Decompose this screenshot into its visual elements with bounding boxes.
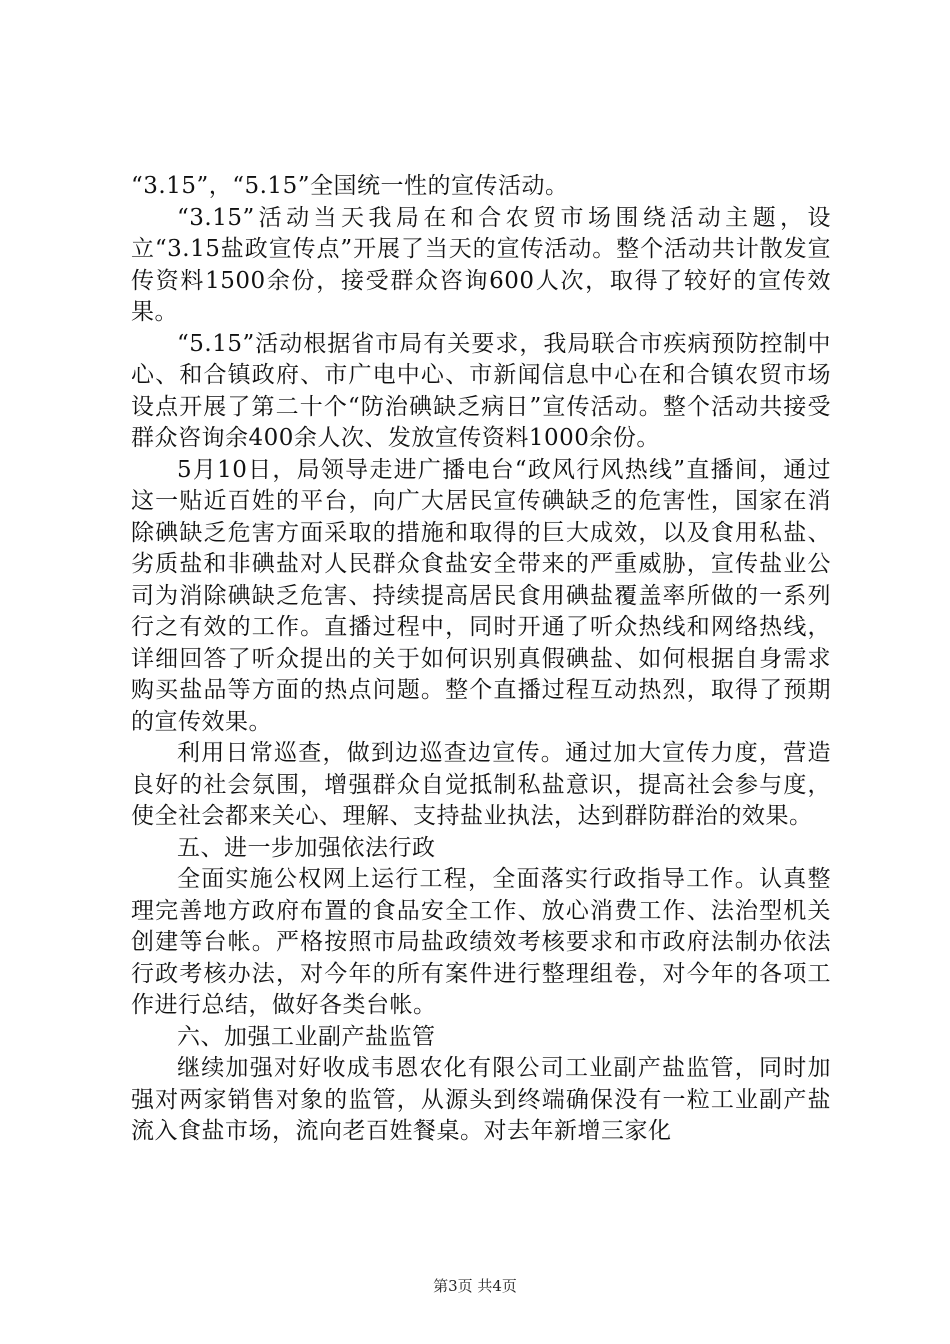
- paragraph-daily-inspection: 利用日常巡查，做到边巡查边宣传。通过加大宣传力度，营造良好的社会氛围，增强群众自觉抵制私盐意识，提高社会参与度，使全社会都来关心、理解、支持盐业执法，达到群防群治的效果。: [131, 740, 831, 829]
- paragraph-continuation: “3.15”，“5.15”全国统一性的宣传活动。: [131, 173, 569, 199]
- paragraph-515-activity: “5.15”活动根据省市局有关要求，我局联合市疾病预防控制中心、和合镇政府、市广电中心、市新闻信息中心在和合镇农贸市场设点开展了第二十个“防治碘缺乏病日”宣传活动。整个活动共接受群众咨询余400余人次、发放宣传资料1000余份。: [131, 330, 831, 451]
- paragraph-radio-hotline: 5月10日，局领导走进广播电台“政风行风热线”直播间，通过这一贴近百姓的平台，向广大居民宣传碘缺乏的危害性，国家在消除碘缺乏危害方面采取的措施和取得的巨大成效，以及食用私盐、劣质盐和非碘盐对人民群众食盐安全带来的严重威胁，宣传盐业公司为消除碘缺乏危害、持续提高居民食用碘盐覆盖率所做的一系列行之有效的工作。直播过程中，同时开通了听众热线和网络热线，详细回答了听众提出的关于如何识别真假碘盐、如何根据自身需求购买盐品等方面的热点问题。整个直播过程互动热烈，取得了预期的宣传效果。: [131, 456, 831, 735]
- section-heading-5: 五、进一步加强依法行政: [177, 834, 436, 861]
- page-number-footer: 第3页 共4页: [433, 1277, 517, 1295]
- paragraph-315-activity: “3.15”活动当天我局在和合农贸市场围绕活动主题，设立“3.15盐政宣传点”开展了当天的宣传活动。整个活动共计散发宣传资料1500余份，接受群众咨询600人次，取得了较好的宣传效果。: [131, 204, 831, 325]
- paragraph-administration: 全面实施公权网上运行工程，全面落实行政指导工作。认真整理完善地方政府布置的食品安全工作、放心消费工作、法治型机关创建等台帐。严格按照市局盐政绩效考核要求和市政府法制办依法行政考核办法，对今年的所有案件进行整理组卷，对今年的各项工作进行总结，做好各类台帐。: [131, 866, 831, 1018]
- paragraph-industrial-salt: 继续加强对好收成韦恩农化有限公司工业副产盐监管，同时加强对两家销售对象的监管，从源头到终端确保没有一粒工业副产盐流入食盐市场，流向老百姓餐桌。对去年新增三家化: [131, 1055, 831, 1144]
- section-heading-6: 六、加强工业副产盐监管: [177, 1023, 436, 1050]
- document-body: [131, 171, 831, 1148]
